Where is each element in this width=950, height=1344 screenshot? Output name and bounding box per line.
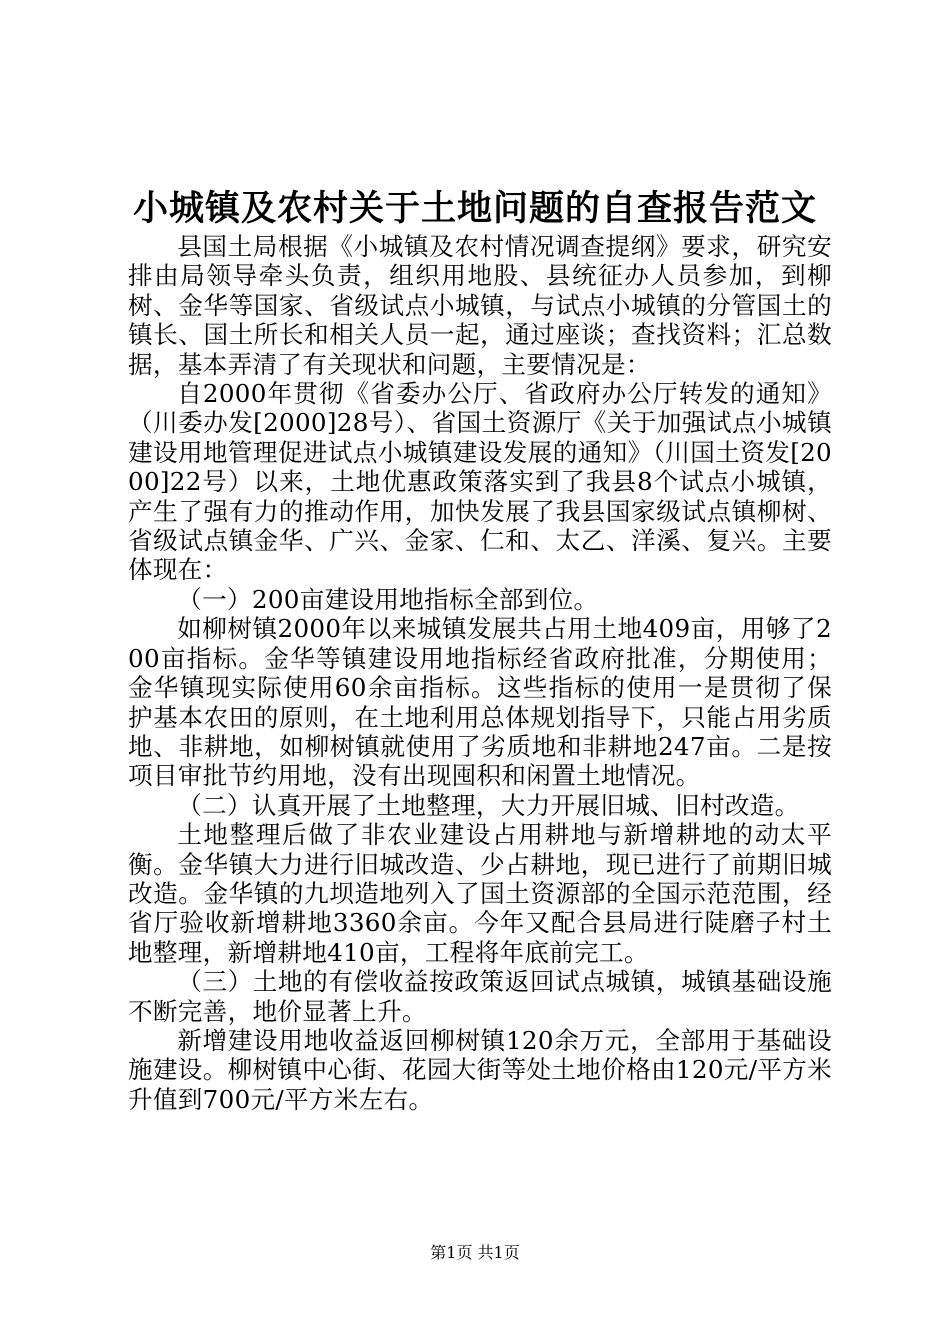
section-heading-2: （二）认真开展了土地整理，大力开展旧城、旧村改造。	[177, 790, 800, 820]
paragraph-section-2: 土地整理后做了非农业建设占用耕地与新增耕地的动太平衡。金华镇大力进行旧城改造、少占耕地，现已进行了前期旧城改造。金华镇的九坝造地列入了国土资源部的全国示范范围，经省厅验收新增耕地3360余亩。今年又配合县局进行陡磨子村土地整理，新增耕地410亩，工程将年底前完工。	[128, 820, 832, 967]
document-body	[128, 232, 832, 1114]
page-title: 小城镇及农村关于土地问题的自查报告范文	[132, 188, 817, 229]
paragraph-intro: 县国土局根据《小城镇及农村情况调查提纲》要求，研究安排由局领导牵头负责，组织用地股、县统征办人员参加，到柳树、金华等国家、省级试点小城镇，与试点小城镇的分管国土的镇长、国土所长和相关人员一起，通过座谈；查找资料；汇总数据，基本弄清了有关现状和问题，主要情况是：	[128, 232, 832, 379]
section-heading-1: （一）200亩建设用地指标全部到位。	[177, 584, 599, 614]
paragraph-section-3: 新增建设用地收益返回柳树镇120余万元，全部用于基础设施建设。柳树镇中心街、花园大街等处土地价格由120元/平方米升值到700元/平方米左右。	[128, 1025, 832, 1114]
page-footer: 第1页 共1页	[430, 1243, 520, 1262]
paragraph-section-1: 如柳树镇2000年以来城镇发展共占用土地409亩，用够了200亩指标。金华等镇建设用地指标经省政府批准，分期使用；金华镇现实际使用60余亩指标。这些指标的使用一是贯彻了保护基本农田的原则，在土地利用总体规划指导下，只能占用劣质地、非耕地，如柳树镇就使用了劣质地和非耕地247亩。二是按项目审批节约用地，没有出现囤积和闲置土地情况。	[128, 614, 832, 791]
paragraph-policy: 自2000年贯彻《省委办公厅、省政府办公厅转发的通知》（川委办发[2000]28号）、省国土资源厅《关于加强试点小城镇建设用地管理促进试点小城镇建设发展的通知》（川国土资发[2000]22号）以来，土地优惠政策落实到了我县8个试点小城镇，产生了强有力的推动作用，加快发展了我县国家级试点镇柳树、省级试点镇金华、广兴、金家、仁和、太乙、洋溪、复兴。主要体现在：	[128, 379, 832, 585]
section-heading-3: （三）土地的有偿收益按政策返回试点城镇，城镇基础设施不断完善，地价显著上升。	[128, 967, 832, 1026]
